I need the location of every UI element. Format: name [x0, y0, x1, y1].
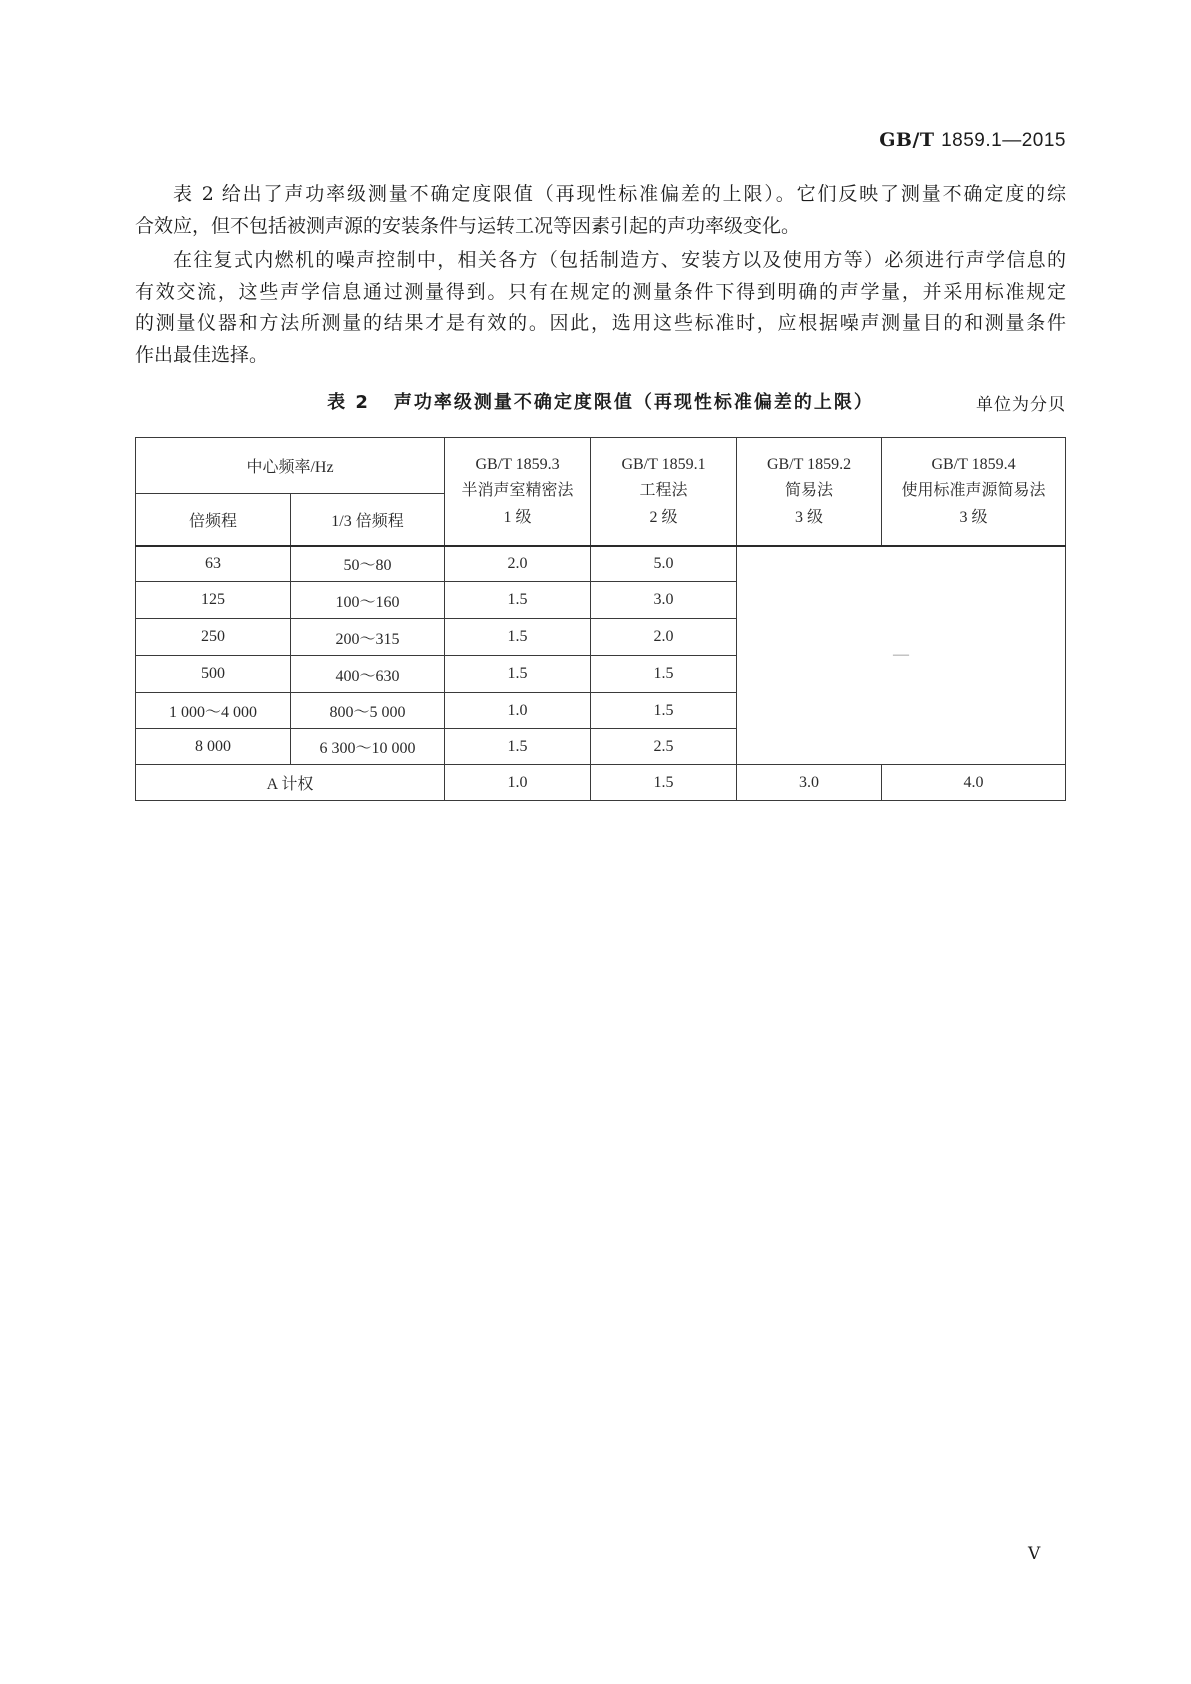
gbt-1859-1-cell: 2.5 — [591, 729, 737, 765]
method-standard: GB/T 1859.1 — [621, 455, 706, 473]
gbt-1859-1-cell: 1.5 — [591, 765, 737, 801]
paragraph-2 — [135, 245, 1066, 371]
standard-code-header — [879, 129, 1066, 152]
third-octave-band-cell: 200～315 — [291, 619, 445, 656]
uncertainty-table — [135, 437, 1066, 801]
third-octave-band-cell: 6 300～10 000 — [291, 729, 445, 765]
gbt-1859-3-cell: 1.5 — [445, 582, 591, 619]
octave-band-cell: 63 — [136, 546, 291, 582]
method-name: 简易法 — [785, 482, 834, 499]
body-text — [135, 179, 1066, 374]
gbt-1859-4-cell: 4.0 — [882, 765, 1066, 801]
paragraph-line: 有效交流，这些声学信息通过测量得到。只有在规定的测量条件下得到明确的声学量，并采用标准规定 — [135, 280, 1066, 303]
octave-band-cell: 1 000～4 000 — [136, 693, 291, 729]
octave-band-cell: 8 000 — [136, 729, 291, 765]
table-title: 声功率级测量不确定度限值（再现性标准偏差的上限） — [393, 392, 874, 413]
octave-band-cell: 250 — [136, 619, 291, 656]
method-name: 使用标准声源简易法 — [901, 482, 1046, 499]
method-header-gbt-1859-4 — [882, 438, 1066, 546]
table-number: 表 2 — [327, 392, 370, 413]
gbt-1859-2-cell: 3.0 — [737, 765, 882, 801]
gbt-1859-1-cell: 3.0 — [591, 582, 737, 619]
method-name: 半消声室精密法 — [461, 482, 574, 499]
method-grade: 3 级 — [959, 508, 988, 526]
gbt-1859-1-cell: 2.0 — [591, 619, 737, 656]
gbt-1859-3-cell: 1.0 — [445, 765, 591, 801]
method-grade: 3 级 — [795, 508, 824, 526]
paragraph-line: 合效应，但不包括被测声源的安装条件与运转工况等因素引起的声功率级变化。 — [135, 214, 801, 237]
method-standard: GB/T 1859.4 — [931, 455, 1016, 473]
method-grade: 2 级 — [649, 508, 678, 526]
method-header-gbt-1859-3 — [445, 438, 591, 546]
third-octave-band-cell: 400～630 — [291, 656, 445, 693]
a-weighted-row — [136, 765, 1066, 801]
table-unit: 单位为分贝 — [976, 395, 1066, 415]
gbt-1859-1-cell: 5.0 — [591, 546, 737, 582]
gbt-1859-3-cell: 1.5 — [445, 619, 591, 656]
gbt-1859-3-cell: 1.5 — [445, 656, 591, 693]
gbt-1859-3-cell: 2.0 — [445, 546, 591, 582]
third-octave-band-header: 1/3 倍频程 — [291, 494, 445, 546]
paragraph-line: 在往复式内燃机的噪声控制中，相关各方（包括制造方、安装方以及使用方等）必须进行声学信息的 — [173, 249, 1066, 271]
method-standard: GB/T 1859.3 — [475, 455, 560, 473]
paragraph-line: 的测量仪器和方法所测量的结果才是有效的。因此，选用这些标准时，应根据噪声测量目的和测量条件 — [135, 312, 1066, 334]
third-octave-band-cell: 100～160 — [291, 582, 445, 619]
paragraph-1 — [135, 179, 1066, 242]
gbt-1859-3-cell: 1.0 — [445, 693, 591, 729]
page-number: V — [1028, 1544, 1041, 1564]
octave-band-cell: 500 — [136, 656, 291, 693]
paragraph-line: 表 2 给出了声功率级测量不确定度限值（再现性标准偏差的上限）。它们反映了测量不确定度的综 — [173, 183, 1066, 205]
standard-code-number: 1859.1—2015 — [941, 130, 1066, 151]
third-octave-band-cell: 50～80 — [291, 546, 445, 582]
octave-band-header: 倍频程 — [136, 494, 291, 546]
table-caption — [135, 388, 1066, 414]
gbt-1859-1-cell: 1.5 — [591, 693, 737, 729]
method-grade: 1 级 — [503, 508, 532, 526]
gbt-1859-1-cell: 1.5 — [591, 656, 737, 693]
method-name: 工程法 — [639, 482, 688, 499]
gbt-1859-3-cell: 1.5 — [445, 729, 591, 765]
frequency-header: 中心频率/Hz — [136, 438, 445, 494]
a-weighted-label: A 计权 — [136, 765, 445, 801]
paragraph-line: 作出最佳选择。 — [135, 343, 269, 366]
octave-band-cell: 125 — [136, 582, 291, 619]
table-header-row — [136, 438, 1066, 494]
method-standard: GB/T 1859.2 — [766, 455, 852, 473]
method-header-gbt-1859-2 — [737, 438, 882, 546]
standard-code-prefix: GB/T — [879, 129, 935, 151]
method-header-gbt-1859-1 — [591, 438, 737, 546]
survey-methods-merged-cell: — — [737, 546, 1066, 765]
table-row — [136, 546, 1066, 582]
third-octave-band-cell: 800～5 000 — [291, 693, 445, 729]
